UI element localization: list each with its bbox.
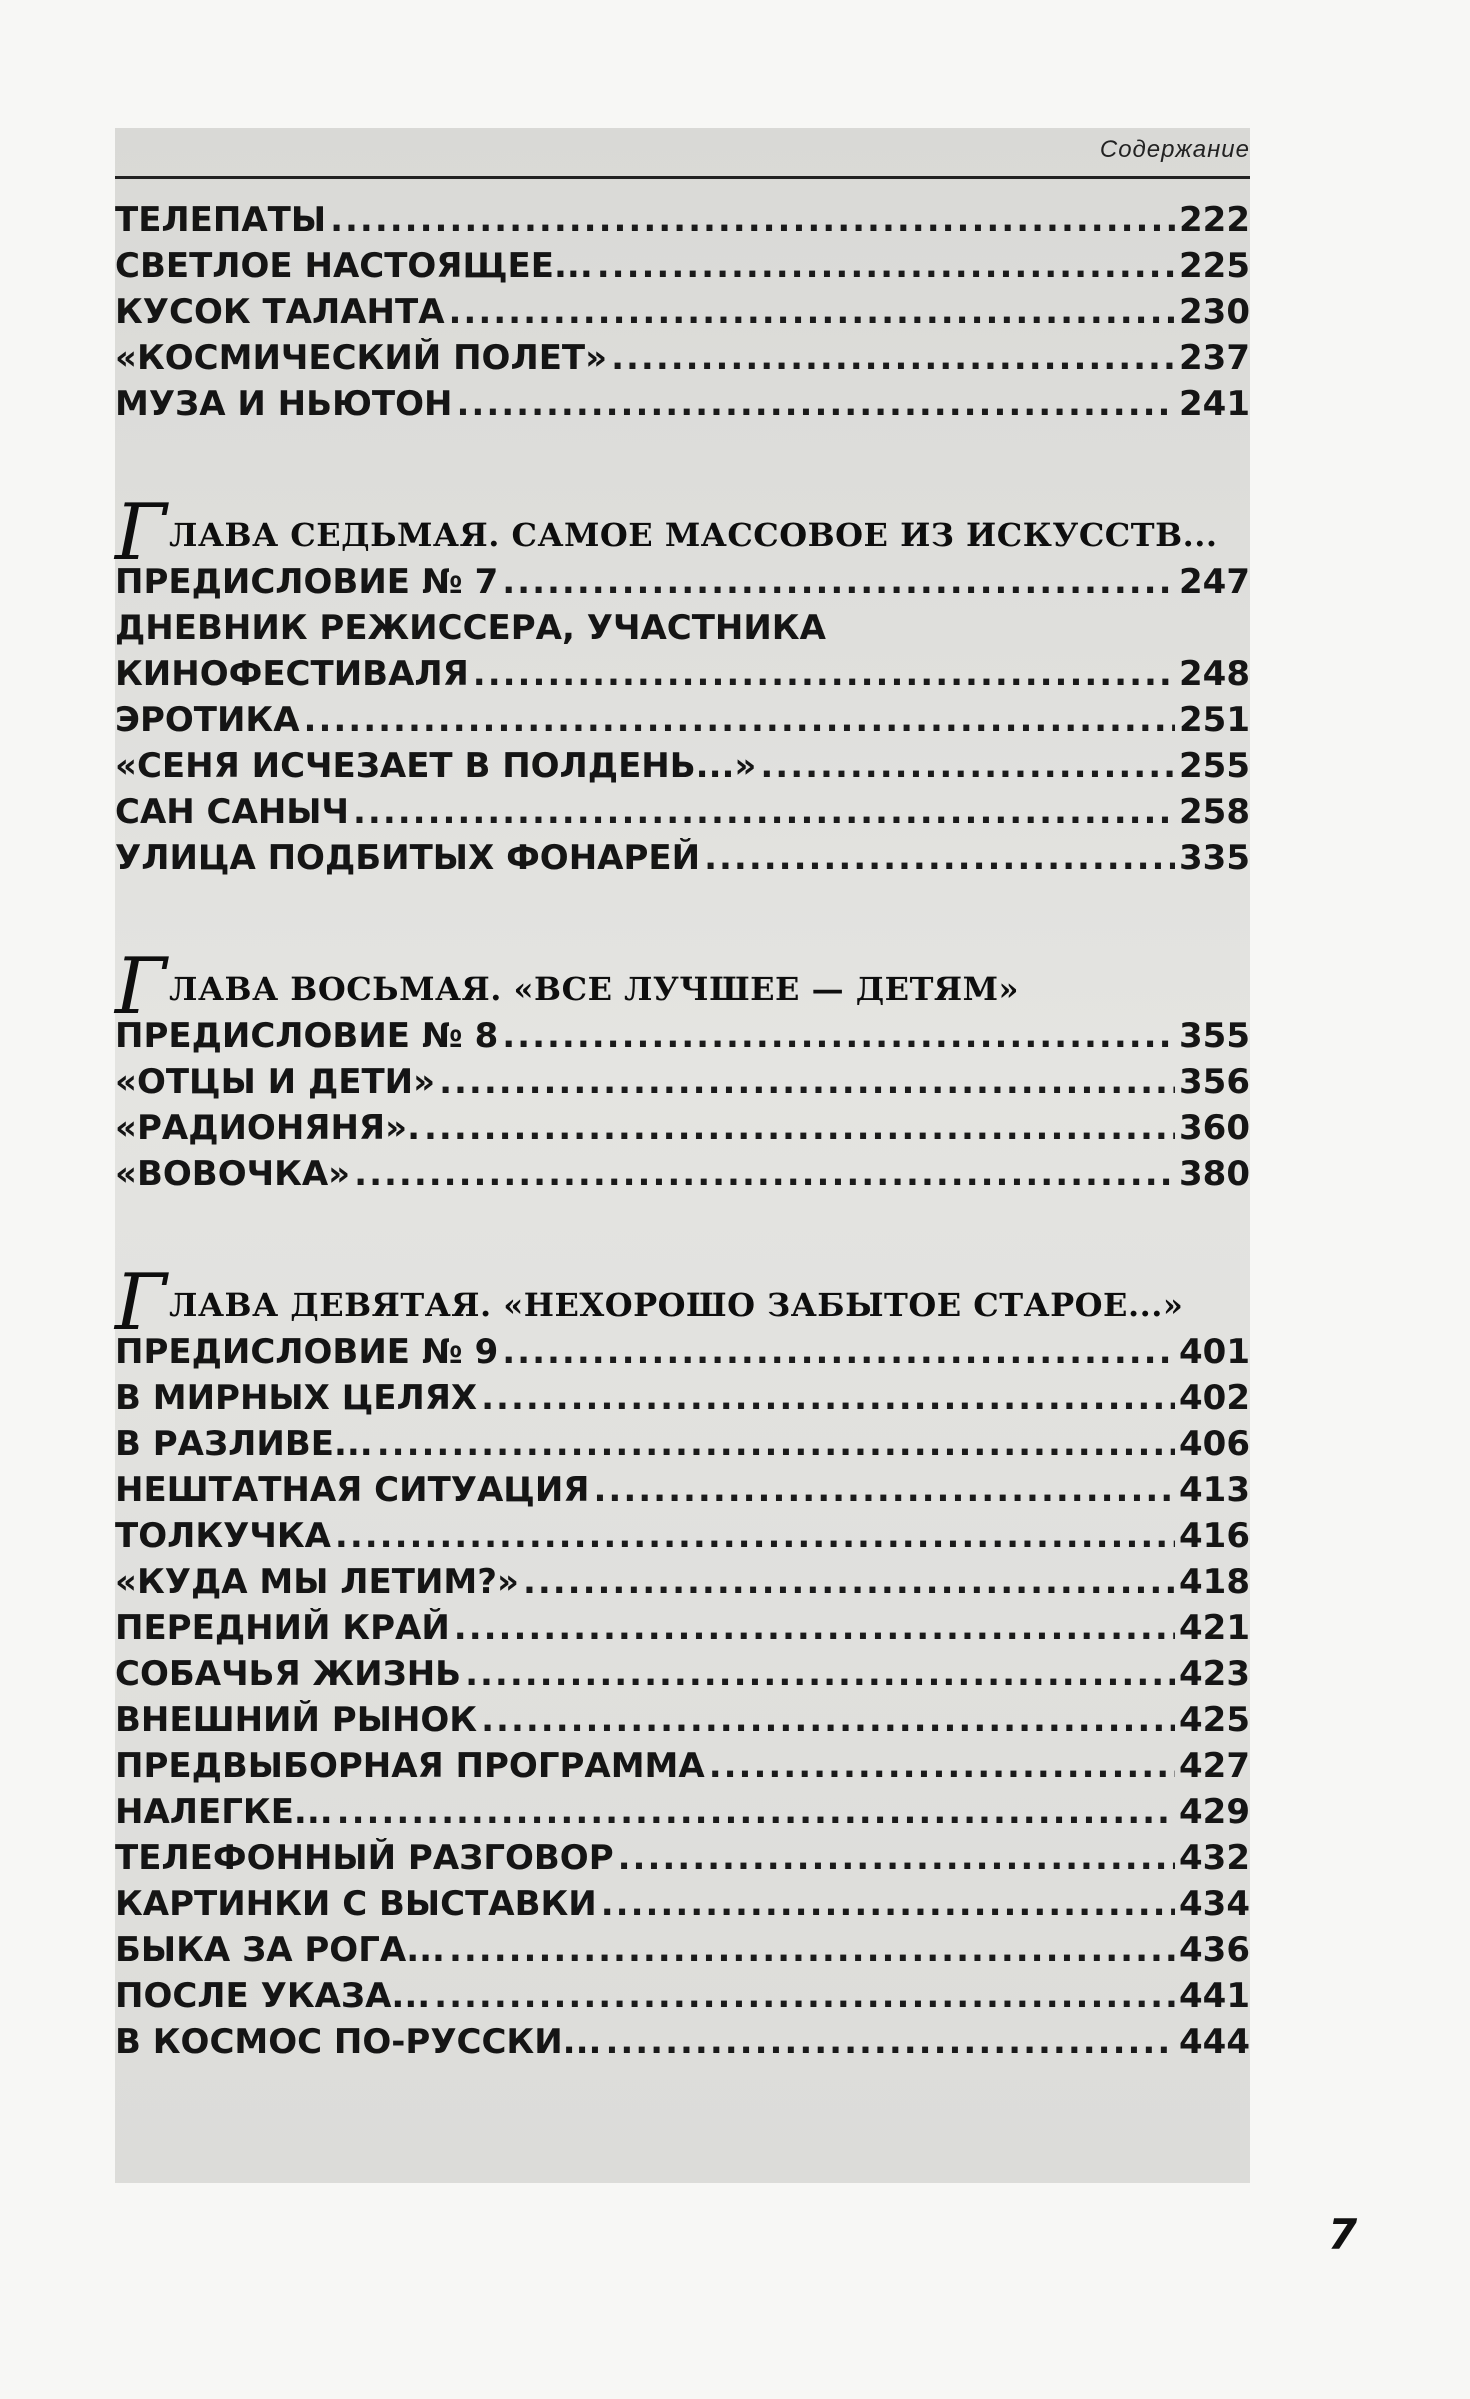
entry-page: 406 (1179, 1424, 1250, 1464)
entry-page: 418 (1179, 1562, 1250, 1602)
chapter-heading-8[interactable] (115, 922, 1250, 1032)
toc-entry[interactable] (115, 792, 1250, 838)
toc-entry[interactable] (115, 1746, 1250, 1792)
entry-page: 421 (1179, 1608, 1250, 1648)
entry-page: 402 (1179, 1378, 1250, 1418)
entry-page: 241 (1179, 384, 1250, 424)
entry-title: МУЗА И НЬЮТОН (115, 384, 453, 424)
toc-entry[interactable] (115, 1470, 1250, 1516)
chapter-heading-9[interactable] (115, 1238, 1250, 1348)
entry-title: УЛИЦА ПОДБИТЫХ ФОНАРЕЙ (115, 838, 701, 878)
dot-leader (618, 1838, 1175, 1878)
toc-entry[interactable] (115, 200, 1250, 246)
page-number: 7 (1328, 2210, 1358, 2259)
toc-entry[interactable] (115, 1424, 1250, 1470)
entry-title: «РАДИОНЯНЯ». (115, 1108, 420, 1148)
dot-leader (593, 1470, 1175, 1510)
entry-title: В КОСМОС ПО-РУССКИ... (115, 2022, 602, 2062)
entry-title: СВЕТЛОЕ НАСТОЯЩЕЕ... (115, 246, 593, 286)
toc-entry[interactable] (115, 292, 1250, 338)
toc-entry[interactable] (115, 1884, 1250, 1930)
dot-leader (597, 246, 1175, 286)
entry-title: БЫКА ЗА РОГА... (115, 1930, 445, 1970)
dot-leader (330, 200, 1175, 240)
dot-leader (454, 1608, 1175, 1648)
dot-leader (456, 384, 1175, 424)
dot-leader (473, 654, 1175, 694)
entry-title: САН САНЫЧ (115, 792, 349, 832)
entry-page: 413 (1179, 1470, 1250, 1510)
entry-title: В РАЗЛИВЕ... (115, 1424, 373, 1464)
entry-title: «ОТЦЫ И ДЕТИ» (115, 1062, 436, 1102)
dot-leader (377, 1424, 1175, 1464)
entry-page: 255 (1179, 746, 1250, 786)
dot-leader (335, 1516, 1175, 1556)
dot-leader (601, 1884, 1175, 1924)
chapter-title: ЛАВА ДЕВЯТАЯ. «НЕХОРОШО ЗАБЫТОЕ СТАРОЕ...» (169, 1286, 1184, 1324)
entry-title: КУСОК ТАЛАНТА (115, 292, 445, 332)
entry-title: ТЕЛЕФОННЫЙ РАЗГОВОР (115, 1838, 614, 1878)
entry-title: НАЛЕГКЕ... (115, 1792, 333, 1832)
toc-entry[interactable] (115, 838, 1250, 884)
entry-title: ДНЕВНИК РЕЖИССЕРА, УЧАСТНИКА (115, 608, 826, 648)
toc-entry[interactable] (115, 1562, 1250, 1608)
chapter-title: ЛАВА СЕДЬМАЯ. САМОЕ МАССОВОЕ ИЗ ИСКУССТВ... (169, 516, 1218, 554)
dot-leader (439, 1062, 1175, 1102)
dot-leader (760, 746, 1175, 786)
dot-leader (704, 838, 1175, 878)
entry-title: КАРТИНКИ С ВЫСТАВКИ (115, 1884, 597, 1924)
entry-page: 335 (1179, 838, 1250, 878)
entry-page: 355 (1179, 1016, 1250, 1056)
toc-entry[interactable] (115, 1332, 1250, 1378)
table-of-contents (115, 200, 1250, 2068)
dot-leader (465, 1654, 1175, 1694)
toc-entry[interactable] (115, 384, 1250, 430)
entry-page: 436 (1179, 1930, 1250, 1970)
toc-entry[interactable] (115, 1154, 1250, 1200)
entry-page: 360 (1179, 1108, 1250, 1148)
dot-leader (434, 1976, 1175, 2016)
dot-leader (502, 1016, 1175, 1056)
toc-entry[interactable] (115, 1838, 1250, 1884)
entry-page: 251 (1179, 700, 1250, 740)
dot-leader (353, 792, 1175, 832)
entry-page: 444 (1179, 2022, 1250, 2062)
dot-leader (337, 1792, 1175, 1832)
dot-leader (611, 338, 1175, 378)
entry-title: В МИРНЫХ ЦЕЛЯХ (115, 1378, 478, 1418)
entry-page: 225 (1179, 246, 1250, 286)
entry-page: 230 (1179, 292, 1250, 332)
entry-page: 247 (1179, 562, 1250, 602)
chapter-initial: Г (115, 942, 168, 1032)
toc-entry[interactable] (115, 2022, 1250, 2068)
chapter-title: ЛАВА ВОСЬМАЯ. «ВСЕ ЛУЧШЕЕ — ДЕТЯМ» (169, 970, 1020, 1008)
toc-entry[interactable] (115, 1654, 1250, 1700)
entry-title: ТОЛКУЧКА (115, 1516, 331, 1556)
toc-entry[interactable] (115, 1016, 1250, 1062)
toc-entry[interactable] (115, 338, 1250, 384)
entry-title: ПРЕДИСЛОВИЕ № 8 (115, 1016, 499, 1056)
toc-entry[interactable] (115, 700, 1250, 746)
entry-page: 237 (1179, 338, 1250, 378)
entry-page: 425 (1179, 1700, 1250, 1740)
entry-page: 248 (1179, 654, 1250, 694)
toc-entry[interactable] (115, 746, 1250, 792)
entry-page: 434 (1179, 1884, 1250, 1924)
chapter-initial: Г (115, 488, 168, 578)
entry-title: НЕШТАТНАЯ СИТУАЦИЯ (115, 1470, 590, 1510)
entry-title: «КУДА МЫ ЛЕТИМ?» (115, 1562, 519, 1602)
entry-page: 432 (1179, 1838, 1250, 1878)
toc-entry[interactable] (115, 1062, 1250, 1108)
dot-leader (304, 700, 1175, 740)
entry-page: 416 (1179, 1516, 1250, 1556)
dot-leader (354, 1154, 1175, 1194)
entry-page: 258 (1179, 792, 1250, 832)
toc-entry[interactable] (115, 1516, 1250, 1562)
entry-title: «СЕНЯ ИСЧЕЗАЕТ В ПОЛДЕНЬ...» (115, 746, 757, 786)
entry-page: 423 (1179, 1654, 1250, 1694)
entry-title: КИНОФЕСТИВАЛЯ (115, 654, 469, 694)
toc-entry[interactable] (115, 1378, 1250, 1424)
toc-entry[interactable] (115, 1608, 1250, 1654)
dot-leader (709, 1746, 1175, 1786)
entry-page: 429 (1179, 1792, 1250, 1832)
chapter-heading-7[interactable] (115, 468, 1250, 578)
entry-page: 427 (1179, 1746, 1250, 1786)
dot-leader (523, 1562, 1175, 1602)
dot-leader (449, 1930, 1175, 1970)
toc-entry[interactable] (115, 1792, 1250, 1838)
toc-entry[interactable] (115, 246, 1250, 292)
entry-page: 441 (1179, 1976, 1250, 2016)
entry-page: 380 (1179, 1154, 1250, 1194)
entry-title: ТЕЛЕПАТЫ (115, 200, 327, 240)
entry-title: «ВОВОЧКА» (115, 1154, 351, 1194)
toc-entry[interactable] (115, 1930, 1250, 1976)
entry-page: 401 (1179, 1332, 1250, 1372)
dot-leader (502, 1332, 1175, 1372)
toc-entry[interactable] (115, 1976, 1250, 2022)
entry-page: 222 (1179, 200, 1250, 240)
entry-title: «КОСМИЧЕСКИЙ ПОЛЕТ» (115, 338, 608, 378)
toc-entry[interactable] (115, 562, 1250, 608)
toc-entry-first-line[interactable] (115, 608, 1250, 654)
toc-entry[interactable] (115, 1700, 1250, 1746)
entry-title: ВНЕШНИЙ РЫНОК (115, 1700, 478, 1740)
dot-leader (449, 292, 1176, 332)
entry-title: ПРЕДИСЛОВИЕ № 7 (115, 562, 499, 602)
dot-leader (481, 1700, 1175, 1740)
entry-title: ПОСЛЕ УКАЗА... (115, 1976, 431, 2016)
entry-page: 356 (1179, 1062, 1250, 1102)
dot-leader (502, 562, 1175, 602)
dot-leader (424, 1108, 1175, 1148)
toc-entry[interactable] (115, 654, 1250, 700)
dot-leader (481, 1378, 1175, 1418)
entry-title: ПРЕДИСЛОВИЕ № 9 (115, 1332, 499, 1372)
dot-leader (605, 2022, 1175, 2062)
chapter-initial: Г (115, 1258, 168, 1348)
header-rule (115, 176, 1250, 179)
toc-entry[interactable] (115, 1108, 1250, 1154)
entry-title: ПЕРЕДНИЙ КРАЙ (115, 1608, 450, 1648)
entry-title: СОБАЧЬЯ ЖИЗНЬ (115, 1654, 462, 1694)
entry-title: ЭРОТИКА (115, 700, 300, 740)
entry-title: ПРЕДВЫБОРНАЯ ПРОГРАММА (115, 1746, 705, 1786)
running-header: Содержание (1099, 136, 1250, 163)
